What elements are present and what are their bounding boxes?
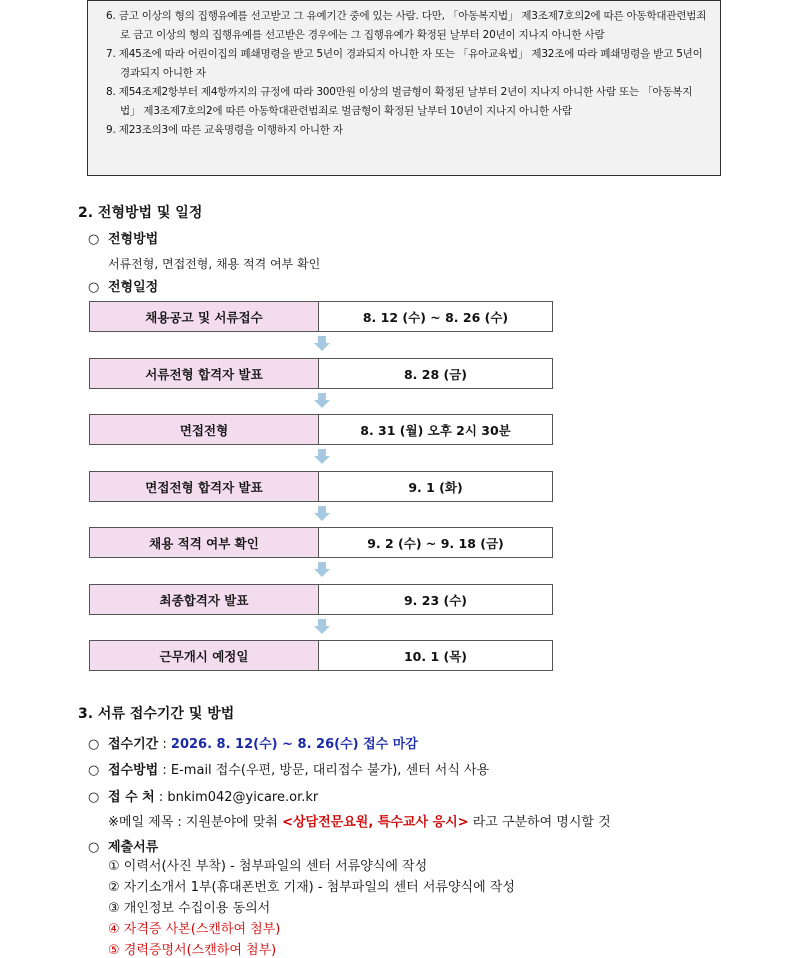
schedule-step [89, 527, 553, 558]
place-row [88, 786, 318, 805]
down-arrow-icon [314, 506, 330, 521]
period-row [88, 733, 418, 752]
period-value: 2026. 8. 12(수) ~ 8. 26(수) 접수 마감 [170, 737, 418, 752]
colon: : [162, 763, 167, 778]
schedule-step-date: 9. 2 (수) ~ 9. 18 (금) [319, 527, 553, 558]
schedule-step [89, 414, 553, 445]
circle-bullet: ○ [88, 790, 100, 805]
schedule-step-label: 면접전형 합격자 발표 [89, 471, 319, 502]
email-address: bnkim042@yicare.or.kr [167, 790, 319, 805]
docs-heading [88, 836, 158, 855]
schedule-step [89, 358, 553, 389]
disqualification-item-9: 9. 제23조의3에 따른 교육명령을 이행하지 아니한 자 [106, 124, 343, 136]
circle-bullet: ○ [88, 840, 100, 855]
schedule-step-label: 최종합격자 발표 [89, 584, 319, 615]
schedule-step-label: 서류전형 합격자 발표 [89, 358, 319, 389]
method-text: 서류전형, 면접전형, 채용 적격 여부 확인 [108, 257, 321, 271]
down-arrow-icon [314, 562, 330, 577]
down-arrow-icon [314, 619, 330, 634]
schedule-step [89, 301, 553, 332]
schedule-step-date: 8. 28 (금) [319, 358, 553, 389]
schedule-step-date: 9. 1 (화) [319, 471, 553, 502]
period-label: 접수기간 [108, 737, 159, 752]
schedule-step-date: 8. 12 (수) ~ 8. 26 (수) [319, 301, 553, 332]
schedule-step-label: 채용공고 및 서류접수 [89, 301, 319, 332]
disqualification-item-8: 8. 제54조제2항부터 제4항까지의 규정에 따라 300만원 이상의 벌금형이 확정된 날부터 2년이 지나지 아니한 사람 또는 「아동복지법」 제3조제7호의2에 따른 아동학대관련범죄로 벌금형이 확정된 날부터 10년이 지나지 아니한 사람 [106, 86, 693, 117]
docs-heading-text: 제출서류 [108, 840, 159, 855]
circle-bullet: ○ [88, 737, 100, 752]
note-prefix: ※메일 제목 : 지원분야에 맞춰 [108, 815, 283, 830]
disqualification-item-7: 7. 제45조에 따라 어린이집의 폐쇄명령을 받고 5년이 경과되지 아니한 자 또는 「유아교육법」 제32조에 따라 폐쇄명령을 받고 5년이 경과되지 아니한 자 [106, 48, 703, 79]
down-arrow-icon [314, 393, 330, 408]
doc-item-2: ② 자기소개서 1부(휴대폰번호 기재) - 첨부파일의 센터 서류양식에 작성 [108, 880, 515, 895]
schedule-step-date: 8. 31 (월) 오후 2시 30분 [319, 414, 553, 445]
doc-item-1: ① 이력서(사진 부착) - 첨부파일의 센터 서류양식에 작성 [108, 859, 428, 874]
circle-bullet: ○ [88, 280, 100, 295]
disqualification-box [87, 0, 721, 176]
doc-item-4: ④ 자격증 사본(스캔하여 첨부) [108, 922, 281, 937]
schedule-step [89, 471, 553, 502]
note-suffix: 라고 구분하여 명시할 것 [468, 815, 611, 830]
note-highlight: <상담전문요원, 특수교사 응시> [282, 815, 469, 830]
place-label: 접 수 처 [108, 790, 155, 805]
method-heading-text: 전형방법 [108, 232, 159, 247]
section3-title: 3. 서류 접수기간 및 방법 [78, 706, 235, 722]
method-value: E-mail 접수(우편, 방문, 대리접수 불가), 센터 서식 사용 [170, 763, 490, 778]
schedule-step-label: 채용 적격 여부 확인 [89, 527, 319, 558]
mail-subject-note [108, 811, 611, 830]
disqualification-item-6: 6. 금고 이상의 형의 집행유예를 선고받고 그 유예기간 중에 있는 사람. 다만, 「아동복지법」 제3조제7호의2에 따른 아동학대관련범죄로 금고 이상의 형의 집행유예를 선고받은 경우에는 그 집행유예가 확정된 날부터 20년이 지나지 아니한 사람 [106, 10, 707, 41]
method-row [88, 759, 489, 778]
schedule-heading [88, 276, 158, 295]
schedule-step-date: 10. 1 (목) [319, 640, 553, 671]
schedule-step-label: 면접전형 [89, 414, 319, 445]
method-heading [88, 228, 158, 247]
doc-item-5: ⑤ 경력증명서(스캔하여 첨부) [108, 943, 277, 958]
method-label: 접수방법 [108, 763, 159, 778]
down-arrow-icon [314, 336, 330, 351]
schedule-step-label: 근무개시 예정일 [89, 640, 319, 671]
circle-bullet: ○ [88, 232, 100, 247]
schedule-step-date: 9. 23 (수) [319, 584, 553, 615]
colon: : [162, 737, 167, 752]
colon: : [158, 790, 164, 805]
section2-title: 2. 전형방법 및 일정 [78, 205, 203, 221]
down-arrow-icon [314, 449, 330, 464]
schedule-heading-text: 전형일정 [108, 280, 159, 295]
schedule-step [89, 584, 553, 615]
doc-item-3: ③ 개인정보 수집이용 동의서 [108, 901, 271, 916]
schedule-step [89, 640, 553, 671]
circle-bullet: ○ [88, 763, 100, 778]
